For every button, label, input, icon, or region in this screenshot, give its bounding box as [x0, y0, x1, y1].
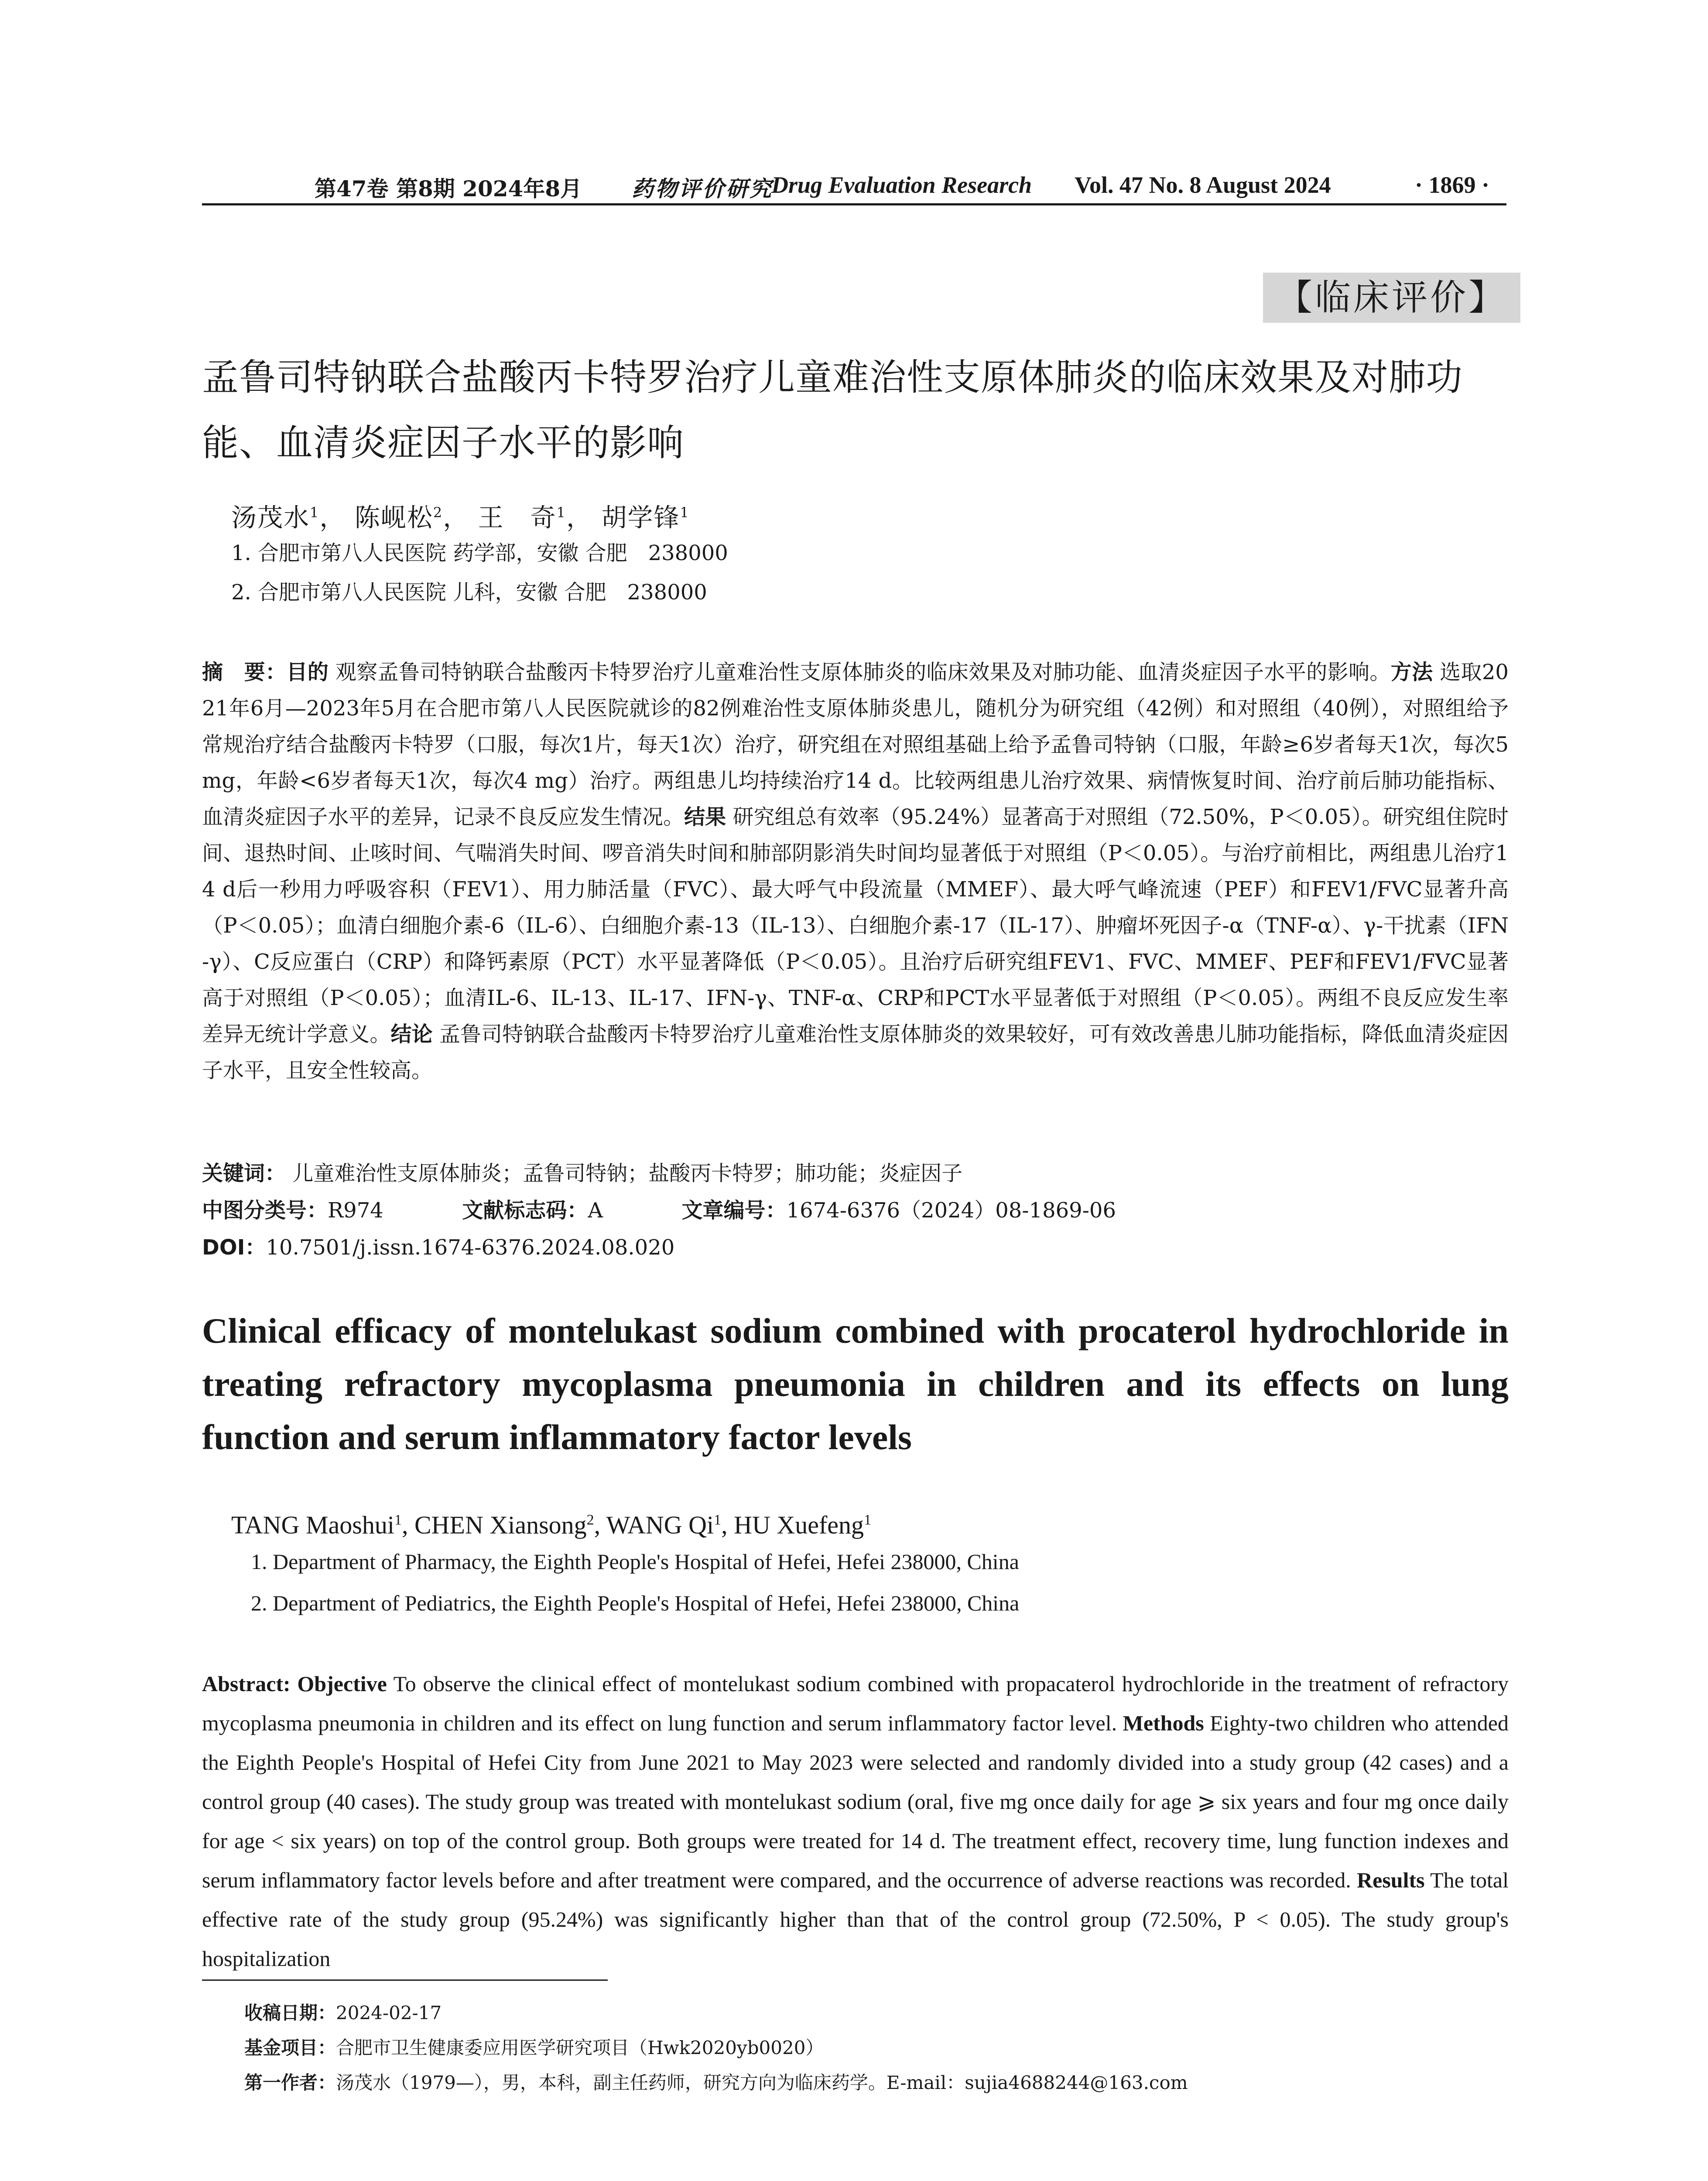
objective-cn: 观察孟鲁司特钠联合盐酸丙卡特罗治疗儿童难治性支原体肺炎的临床效果及对肺功能、血清炎症因子水平的影响。	[335, 660, 1391, 684]
doc-code-label: 文献标志码：	[462, 1198, 588, 1223]
article-number-label: 文章编号：	[681, 1198, 787, 1223]
footnote-label: 收稿日期：	[244, 2002, 336, 2024]
conclusion-cn: 孟鲁司特钠联合盐酸丙卡特罗治疗儿童难治性支原体肺炎的效果较好，可有效改善患儿肺功能指标，降低血清炎症因子水平，且安全性较高。	[202, 1022, 1509, 1083]
author-sup: 1	[556, 504, 566, 521]
doi-label: DOI：	[202, 1235, 266, 1260]
header-volume-en: Vol. 47 No. 8 August 2024	[1075, 172, 1331, 198]
author-sup: 2	[586, 1512, 594, 1528]
abstract-cn	[202, 654, 1509, 1089]
footnote-value: 汤茂水（1979—），男，本科，副主任药师，研究方向为临床药学。E-mail：sujia4688244@163.com	[336, 2072, 1188, 2093]
author-en: CHEN Xiansong	[414, 1511, 587, 1539]
doi-line	[202, 1230, 674, 1265]
abstract-cn-label: 摘 要：	[202, 660, 287, 684]
author-cn: 汤茂水	[231, 503, 310, 533]
author-cn: 陈岘松	[354, 503, 433, 533]
footnote-value: 合肥市卫生健康委应用医学研究项目（Hwk2020yb0020）	[336, 2037, 824, 2058]
abstract-en	[202, 1664, 1509, 1978]
author-sup: 1	[394, 1512, 402, 1528]
footnote-label: 第一作者：	[244, 2072, 336, 2093]
footnote-label: 基金项目：	[244, 2037, 336, 2058]
author-en: TANG Maoshui	[231, 1511, 394, 1539]
author-cn: 王 奇	[478, 503, 557, 533]
title-en: Clinical efficacy of montelukast sodium combined with procaterol hydrochloride in treating refractory mycoplasma pneumonia in children and its effects on lung function and serum inflammatory factor levels	[202, 1311, 1509, 1457]
results-label-en: Results	[1357, 1868, 1425, 1892]
footnote-funding	[244, 2033, 824, 2063]
authors-cn: 汤茂水$^1$， 陈岘松$^2$， 王 奇$^1$， 胡学锋$^1$	[231, 503, 690, 533]
header-journal-cn: 药物评价研究	[632, 176, 773, 202]
conclusion-label-cn: 结论	[390, 1022, 433, 1046]
affiliation-en-2: 2. Department of Pediatrics, the Eighth People's Hospital of Hefei, Hefei 238000, China	[251, 1591, 1020, 1615]
keywords-value: 儿童难治性支原体肺炎；孟鲁司特钠；盐酸丙卡特罗；肺功能；炎症因子	[292, 1161, 963, 1186]
author-en: WANG Qi	[606, 1511, 714, 1539]
author-en: HU Xuefeng	[734, 1511, 864, 1539]
keywords-cn	[202, 1156, 962, 1191]
objective-label-en: Objective	[297, 1672, 387, 1696]
footnote-rule	[202, 1979, 608, 1981]
keywords-label: 关键词：	[202, 1161, 286, 1186]
author-sup: 1	[680, 504, 690, 521]
results-cn: 研究组总有效率（95.24%）显著高于对照组（72.50%，P＜0.05）。研究组住院时间、退热时间、止咳时间、气喘消失时间、啰音消失时间和肺部阴影消失时间均显著低于对照组（P＜0.05）。与治疗前相比，两组患儿治疗14 d后一秒用力呼吸容积（FEV1）、用力肺活量（FVC）、最大呼气中段流量（MMEF）、最大呼气峰流速（PEF）和FEV1/FVC显著升高（P＜0.05）；血清白细胞介素-6（IL-6）、白细胞介素-13（IL-13）、白细胞介素-17（IL-17）、肿瘤坏死因子-α（TNF-α）、γ-干扰素（IFN-γ）、C反应蛋白（CRP）和降钙素原（PCT）水平显著降低（P＜0.05）。且治疗后研究组FEV1、FVC、MMEF、PEF和FEV1/FVC显著高于对照组（P＜0.05）；血清IL-6、IL-13、IL-17、IFN-γ、TNF-α、CRP和PCT水平显著低于对照组（P＜0.05）。两组不良反应发生率差异无统计学意义。	[202, 805, 1509, 1046]
doi-value: 10.7501/j.issn.1674-6376.2024.08.020	[266, 1235, 675, 1260]
methods-label-cn: 方法	[1390, 660, 1433, 684]
author-sup: 1	[310, 504, 320, 521]
methods-en: Eighty-two children who attended the Eighth People's Hospital of Hefei City from June 2021 to May 2023 were selected and randomly divided into a study group (42 cases) and a control group (40 cases). The study group was treated with montelukast sodium (oral, five mg once daily for age ⩾ six years and four mg once daily for age < six years) on top of the control group. Both groups were treated for 14 d. The treatment effect, recovery time, lung function indexes and serum inflammatory factor levels before and after treatment were compared, and the occurrence of adverse reactions was recorded.	[202, 1711, 1509, 1892]
author-sup: 1	[714, 1512, 722, 1528]
affiliation-cn-2: 2. 合肥市第八人民医院 儿科，安徽 合肥 238000	[231, 580, 707, 605]
clc-value: R974	[328, 1198, 383, 1223]
abstract-en-label: Abstract:	[202, 1672, 291, 1696]
doc-code-value: A	[588, 1198, 603, 1223]
affiliation-en-1: 1. Department of Pharmacy, the Eighth People's Hospital of Hefei, Hefei 238000, China	[251, 1549, 1019, 1574]
author-cn: 胡学锋	[601, 503, 680, 533]
header-page-number: · 1869 ·	[1415, 172, 1490, 198]
methods-label-en: Methods	[1123, 1711, 1204, 1735]
results-label-cn: 结果	[684, 805, 726, 829]
author-sup: 2	[433, 504, 443, 521]
clc-label: 中图分类号：	[202, 1198, 328, 1223]
authors-en: TANG Maoshui$^1$, CHEN Xiansong$^2$, WANG Qi$^1$, HU Xuefeng$^1$	[231, 1511, 872, 1539]
author-sup: 1	[864, 1512, 872, 1528]
results-en: The total effective rate of the study group (95.24%) was significantly higher than that of the control group (72.50%, P < 0.05). The study group's hospitalization	[202, 1868, 1509, 1971]
footnote-value: 2024-02-17	[336, 2002, 442, 2024]
title-cn: 孟鲁司特钠联合盐酸丙卡特罗治疗儿童难治性支原体肺炎的临床效果及对肺功能、血清炎症因子水平的影响	[202, 356, 1463, 464]
header-journal-en: Drug Evaluation Research	[771, 172, 1032, 198]
header-volume-cn: 第47卷 第8期 2024年8月	[315, 176, 582, 202]
section-tag: 【临床评价】	[1263, 273, 1520, 323]
header-rule	[202, 203, 1506, 205]
classification-line	[202, 1193, 1116, 1228]
objective-label-cn: 目的	[286, 660, 329, 684]
objective-en: To observe the clinical effect of montelukast sodium combined with propacaterol hydrochloride in the treatment of refractory mycoplasma pneumonia in children and its effect on lung function and serum inflammatory factor level.	[202, 1672, 1509, 1735]
article-number-value: 1674-6376（2024）08-1869-06	[786, 1198, 1116, 1223]
footnote-first-author	[244, 2068, 1188, 2098]
methods-cn: 选取2021年6月—2023年5月在合肥市第八人民医院就诊的82例难治性支原体肺炎患儿，随机分为研究组（42例）和对照组（40例），对照组给予常规治疗结合盐酸丙卡特罗（口服，每次1片，每天1次）治疗，研究组在对照组基础上给予孟鲁司特钠（口服，年龄≥6岁者每天1次，每次5 mg，年龄<6岁者每天1次，每次4 mg）治疗。两组患儿均持续治疗14 d。比较两组患儿治疗效果、病情恢复时间、治疗前后肺功能指标、血清炎症因子水平的差异，记录不良反应发生情况。	[202, 660, 1509, 829]
affiliation-cn-1: 1. 合肥市第八人民医院 药学部，安徽 合肥 238000	[231, 541, 728, 565]
running-header	[202, 168, 1506, 203]
footnote-received	[244, 1998, 442, 2028]
